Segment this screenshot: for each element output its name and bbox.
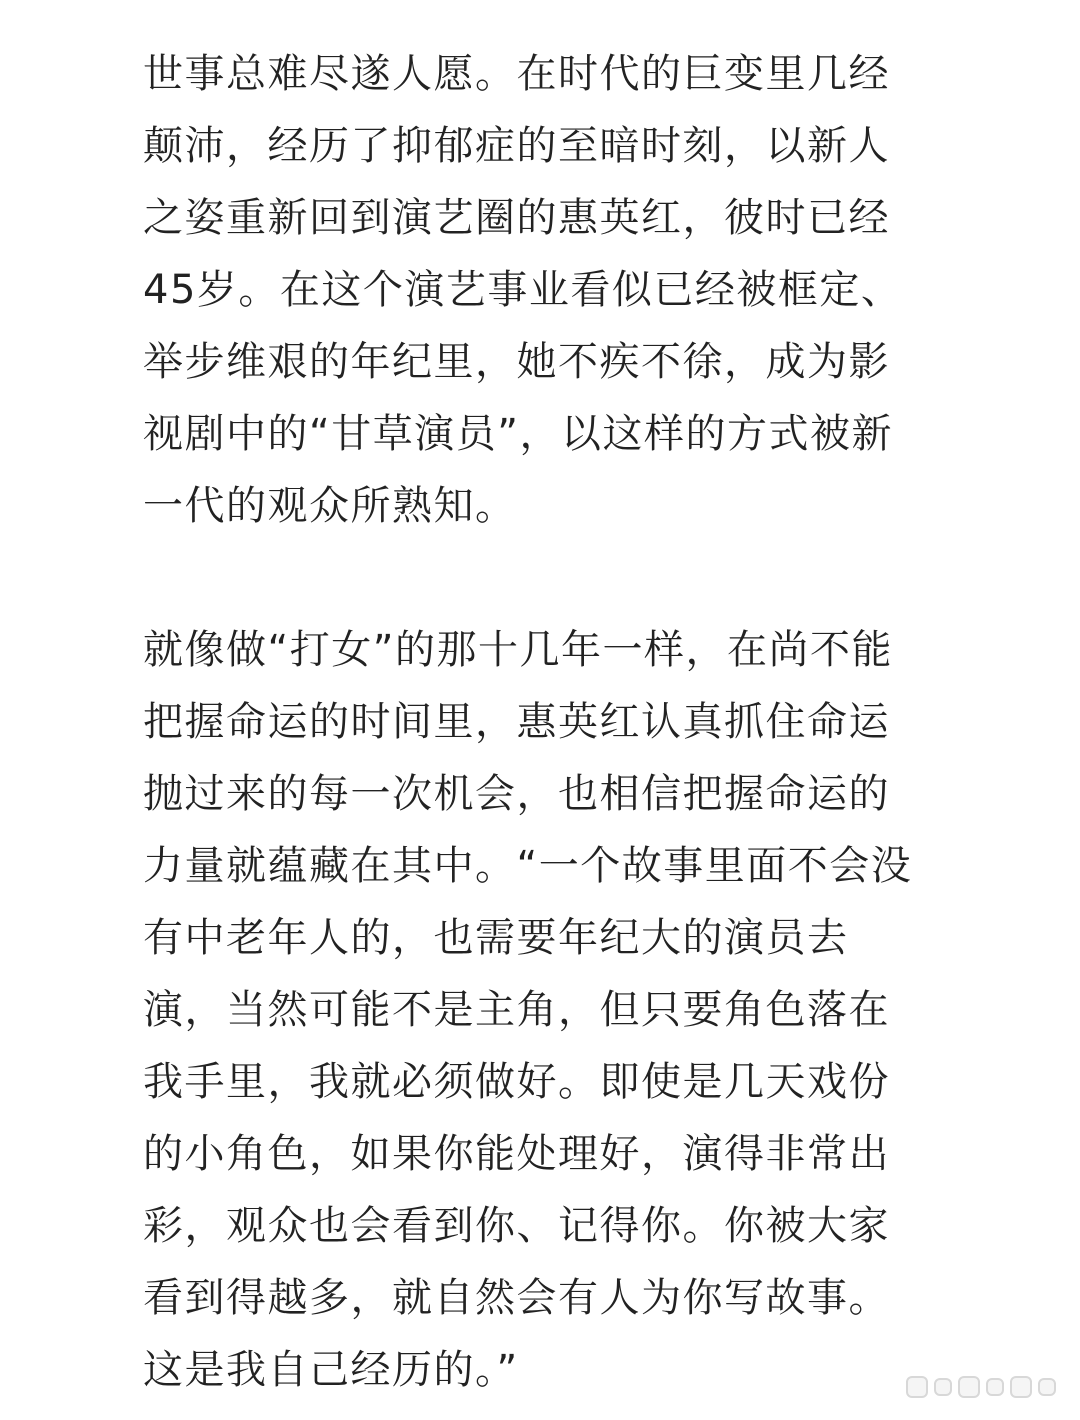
text-line: 45岁。在这个演艺事业看似已经被框定、 bbox=[143, 267, 903, 313]
paragraph-spacer bbox=[143, 542, 943, 614]
paragraph-2 bbox=[143, 614, 943, 1406]
text-line: 颠沛，经历了抑郁症的至暗时刻，以新人 bbox=[143, 123, 890, 169]
article-body bbox=[143, 38, 943, 1406]
text-line: 的小角色，如果你能处理好，演得非常出 bbox=[143, 1131, 890, 1177]
paragraph-1 bbox=[143, 38, 943, 542]
text-line: 我手里，我就必须做好。即使是几天戏份 bbox=[143, 1059, 890, 1105]
watermark-glyph-icon bbox=[906, 1376, 928, 1398]
text-line: 彩，观众也会看到你、记得你。你被大家 bbox=[143, 1203, 890, 1249]
text-line: 一代的观众所熟知。 bbox=[143, 483, 517, 529]
text-line: 抛过来的每一次机会，也相信把握命运的 bbox=[143, 771, 890, 817]
watermark-glyph-icon bbox=[1038, 1378, 1056, 1396]
watermark-glyph-icon bbox=[986, 1378, 1004, 1396]
watermark-glyph-icon bbox=[934, 1378, 952, 1396]
watermark-glyph-icon bbox=[1010, 1376, 1032, 1398]
text-line: 把握命运的时间里，惠英红认真抓住命运 bbox=[143, 699, 890, 745]
text-line: 看到得越多，就自然会有人为你写故事。 bbox=[143, 1275, 890, 1321]
text-line: 演，当然可能不是主角，但只要角色落在 bbox=[143, 987, 890, 1033]
text-line: 这是我自己经历的。” bbox=[143, 1347, 519, 1393]
weibo-watermark-icon bbox=[906, 1376, 1056, 1398]
text-line: 之姿重新回到演艺圈的惠英红，彼时已经 bbox=[143, 195, 890, 241]
text-line: 就像做“打女”的那十几年一样，在尚不能 bbox=[143, 627, 893, 673]
text-line: 举步维艰的年纪里，她不疾不徐，成为影 bbox=[143, 339, 890, 385]
text-line: 世事总难尽遂人愿。在时代的巨变里几经 bbox=[143, 51, 890, 97]
text-line: 力量就蕴藏在其中。“一个故事里面不会没 bbox=[143, 843, 913, 889]
text-line: 视剧中的“甘草演员”，以这样的方式被新 bbox=[143, 411, 893, 457]
text-line: 有中老年人的，也需要年纪大的演员去 bbox=[143, 915, 849, 961]
watermark-glyph-icon bbox=[958, 1376, 980, 1398]
